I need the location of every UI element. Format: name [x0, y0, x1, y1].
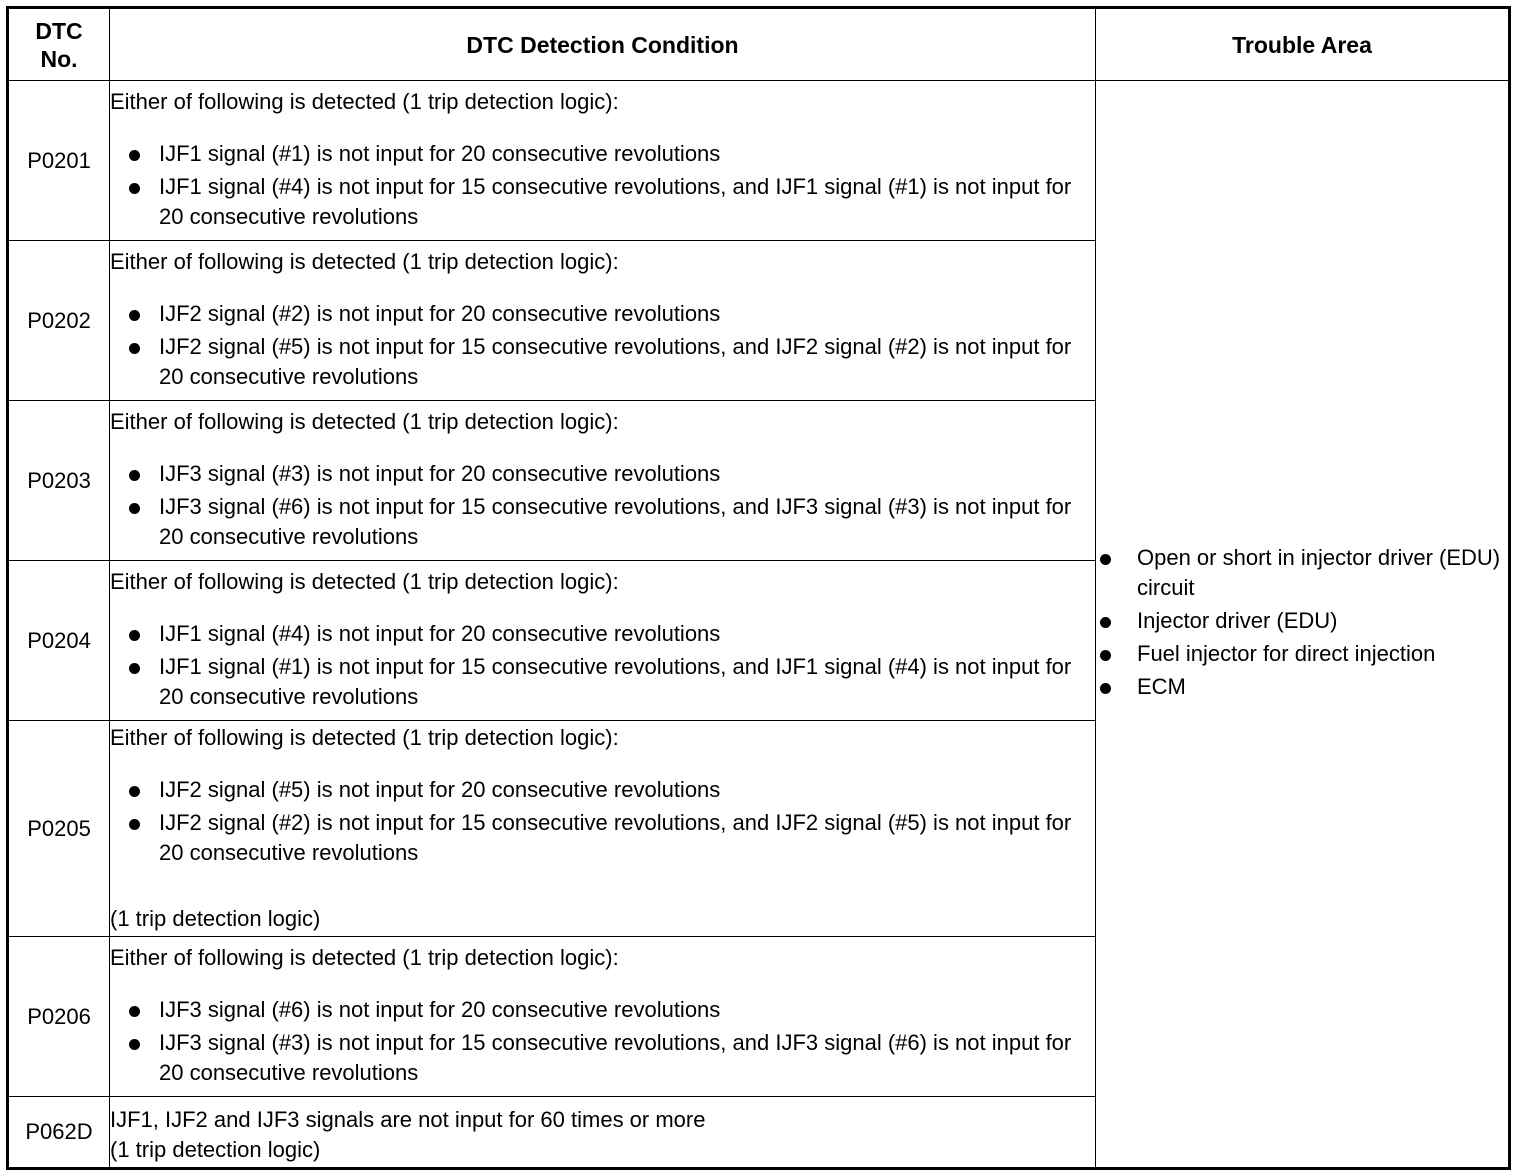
list-item: IJF2 signal (#5) is not input for 15 consecutive revolutions, and IJF2 signal (#2) is not input for 20 consecutive revolutions: [110, 332, 1095, 392]
dtc-code: P0203: [8, 401, 110, 561]
list-item: IJF1 signal (#4) is not input for 15 consecutive revolutions, and IJF1 signal (#1) is not input for 20 consecutive revolutions: [110, 172, 1095, 232]
header-dtc-no: DTC No.: [8, 8, 110, 81]
header-row: [8, 8, 1510, 81]
list-item: IJF2 signal (#2) is not input for 20 consecutive revolutions: [110, 299, 1095, 329]
trouble-item: ECM: [1096, 672, 1508, 702]
list-item: IJF2 signal (#5) is not input for 20 consecutive revolutions: [110, 775, 1095, 805]
detection-condition: [110, 241, 1096, 401]
condition-intro: Either of following is detected (1 trip detection logic):: [110, 568, 619, 594]
dtc-code: P0204: [8, 561, 110, 721]
header-trouble-area: Trouble Area: [1096, 8, 1510, 81]
condition-intro: Either of following is detected (1 trip detection logic):: [110, 248, 619, 274]
list-item: IJF3 signal (#6) is not input for 15 consecutive revolutions, and IJF3 signal (#3) is not input for 20 consecutive revolutions: [110, 492, 1095, 552]
trouble-area-cell: [1096, 81, 1510, 1169]
dtc-code: P0201: [8, 81, 110, 241]
condition-list: [110, 775, 1095, 868]
dtc-code: P0206: [8, 937, 110, 1097]
list-item: IJF3 signal (#3) is not input for 20 consecutive revolutions: [110, 459, 1095, 489]
list-item: IJF1 signal (#1) is not input for 20 consecutive revolutions: [110, 139, 1095, 169]
detection-condition: [110, 401, 1096, 561]
list-item: IJF1 signal (#1) is not input for 15 consecutive revolutions, and IJF1 signal (#4) is not input for 20 consecutive revolutions: [110, 652, 1095, 712]
header-condition: DTC Detection Condition: [110, 8, 1096, 81]
condition-intro: Either of following is detected (1 trip detection logic):: [110, 725, 619, 750]
dtc-code: P0202: [8, 241, 110, 401]
condition-list: [110, 459, 1095, 552]
detection-condition: [110, 1097, 1096, 1169]
condition-intro: Either of following is detected (1 trip detection logic):: [110, 944, 619, 970]
condition-list: [110, 995, 1095, 1088]
condition-line: IJF1, IJF2 and IJF3 signals are not input for 60 times or more: [110, 1107, 706, 1132]
list-item: IJF3 signal (#3) is not input for 15 consecutive revolutions, and IJF3 signal (#6) is not input for 20 consecutive revolutions: [110, 1028, 1095, 1088]
detection-condition: [110, 937, 1096, 1097]
trouble-area-list: [1096, 543, 1508, 702]
trouble-item: Open or short in injector driver (EDU) circuit: [1096, 543, 1508, 603]
dtc-code: P0205: [8, 721, 110, 937]
list-item: IJF2 signal (#2) is not input for 15 consecutive revolutions, and IJF2 signal (#5) is not input for 20 consecutive revolutions: [110, 808, 1095, 868]
condition-line: (1 trip detection logic): [110, 1137, 321, 1162]
trouble-item: Fuel injector for direct injection: [1096, 639, 1508, 669]
list-item: IJF3 signal (#6) is not input for 20 consecutive revolutions: [110, 995, 1095, 1025]
list-item: IJF1 signal (#4) is not input for 20 consecutive revolutions: [110, 619, 1095, 649]
dtc-code: P062D: [8, 1097, 110, 1169]
dtc-table: [6, 6, 1511, 1170]
table-row: [8, 81, 1510, 241]
detection-condition: [110, 721, 1096, 937]
detection-condition: [110, 561, 1096, 721]
condition-list: [110, 619, 1095, 712]
trouble-item: Injector driver (EDU): [1096, 606, 1508, 636]
condition-intro: Either of following is detected (1 trip detection logic):: [110, 408, 619, 434]
condition-list: [110, 299, 1095, 392]
condition-intro: Either of following is detected (1 trip detection logic):: [110, 88, 619, 114]
condition-note: (1 trip detection logic): [110, 906, 321, 931]
detection-condition: [110, 81, 1096, 241]
condition-list: [110, 139, 1095, 232]
